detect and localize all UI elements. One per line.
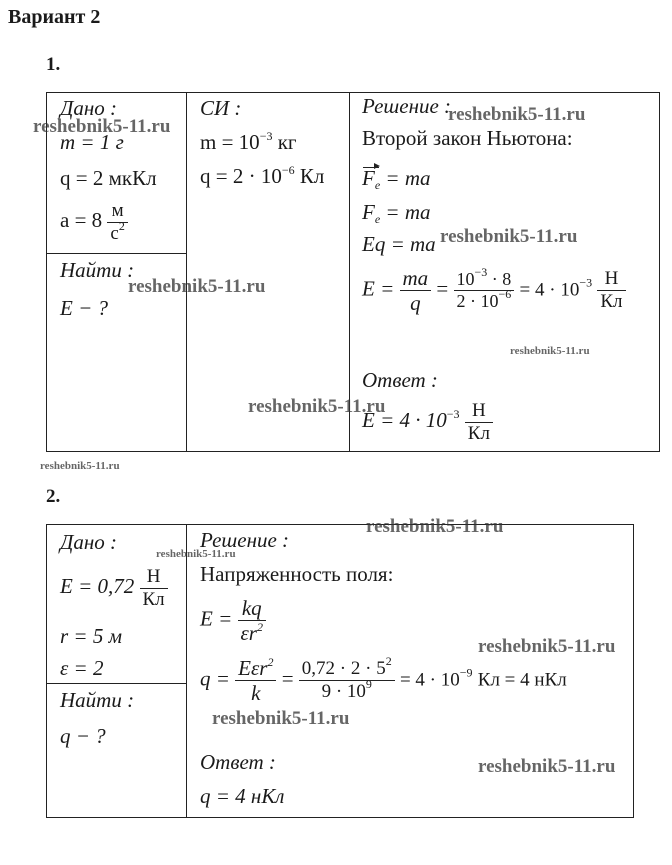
- watermark: reshebnik5-11.ru: [448, 104, 586, 125]
- p1-eq4-unit-num: Н: [604, 268, 619, 290]
- p2-eq2-result-base: = 4 · 10: [399, 669, 460, 691]
- watermark: reshebnik5-11.ru: [478, 636, 616, 657]
- p1-si-m: [200, 130, 297, 155]
- p1-eq4-frac2: [454, 265, 515, 312]
- p1-eq4-unit: [597, 268, 625, 313]
- p1-si-q-pow: −6: [281, 163, 295, 177]
- watermark: reshebnik5-11.ru: [156, 548, 236, 560]
- watermark: reshebnik5-11.ru: [40, 460, 120, 472]
- p1-eq4-unit-den: Кл: [597, 290, 625, 313]
- p1-given-a: [60, 200, 128, 245]
- p1-eq4-frac1: [400, 266, 432, 315]
- p1-given-q: q = 2 мкКл: [60, 166, 157, 190]
- p1-eq4-result-pow: −3: [579, 275, 593, 290]
- watermark: reshebnik5-11.ru: [128, 276, 266, 297]
- problem-1-number: 1.: [46, 54, 61, 75]
- p1-eq-vector: [362, 166, 431, 191]
- p1-find-value: E − ?: [60, 296, 108, 320]
- p2-given-E-unit-num: Н: [146, 566, 161, 587]
- p2-eq2: [200, 656, 567, 705]
- p1-law: Второй закон Ньютона:: [362, 126, 573, 150]
- p1-given-header: Дано :: [60, 96, 118, 120]
- p2-solution-header: Решение :: [200, 528, 290, 552]
- p2-eq2-f1-num-pow: 2: [267, 655, 274, 669]
- p2-given-E: [60, 566, 168, 611]
- p1-eq1-sub: e: [374, 178, 381, 192]
- p2-eq2-frac2: [299, 654, 395, 703]
- p1-eq-scalar: [362, 200, 431, 225]
- p1-answer-pow: −3: [446, 407, 460, 422]
- p2-eq1-den-pow: 2: [256, 620, 263, 635]
- p2-given-E-unit: [140, 566, 168, 611]
- watermark: reshebnik5-11.ru: [33, 116, 171, 137]
- p2-eq1-frac: [238, 596, 266, 645]
- p1-eq4-lhs: E =: [362, 276, 395, 301]
- p1-solution-header: Решение :: [362, 94, 452, 118]
- p1-eq2-F: F: [362, 200, 375, 224]
- watermark: reshebnik5-11.ru: [440, 226, 578, 247]
- p1-answer-unit-num: Н: [471, 400, 486, 421]
- p2-eq2-result-pow: −9: [459, 665, 473, 680]
- p2-find-value: q − ?: [60, 724, 106, 748]
- p2-answer: q = 4 нКл: [200, 784, 285, 808]
- p1-eq3: Eq = ma: [362, 232, 436, 256]
- p1-eq2-rhs: = ma: [385, 200, 431, 224]
- p1-eq4-f2-den-base: 2 · 10: [456, 291, 499, 312]
- p1-eq1-rhs: = ma: [385, 166, 431, 190]
- p1-si-q-unit: Кл: [299, 164, 325, 188]
- p1-answer-header: Ответ :: [362, 368, 438, 392]
- watermark: reshebnik5-11.ru: [478, 756, 616, 777]
- p2-eq2-frac1: [235, 656, 276, 705]
- watermark: reshebnik5-11.ru: [510, 345, 590, 357]
- p1-given-a-unit-den: с: [110, 222, 119, 244]
- p1-answer-unit: [465, 400, 493, 445]
- p2-eq1: [200, 596, 266, 645]
- problem-2-given-divider: [46, 683, 186, 684]
- p2-eq1-lhs: E =: [200, 606, 233, 631]
- p2-field-title: Напряженность поля:: [200, 562, 394, 586]
- p1-eq4-eq: =: [436, 276, 449, 301]
- p2-eq2-f2-num-pow: 2: [385, 654, 392, 669]
- p1-given-a-unit: [107, 200, 127, 245]
- problem-1-given-divider: [46, 253, 186, 254]
- p2-eq1-num: kq: [241, 596, 262, 620]
- watermark: reshebnik5-11.ru: [366, 516, 504, 537]
- p2-given-header: Дано :: [60, 530, 118, 554]
- p1-eq4-f1-num: ma: [402, 266, 429, 290]
- p2-eq2-f1-den: k: [235, 680, 276, 705]
- p1-find-header: Найти :: [60, 258, 135, 282]
- p1-eq4-f2-num-base: 10: [456, 269, 475, 290]
- problem-2-number: 2.: [46, 486, 61, 507]
- p1-answer-unit-den: Кл: [465, 422, 493, 445]
- p1-given-a-unit-pow: 2: [118, 218, 125, 233]
- p2-eq2-f1-num: Eεr: [238, 656, 268, 680]
- p1-si-m-lhs: m = 10: [200, 130, 260, 154]
- p1-answer-base: E = 4 · 10: [362, 408, 447, 433]
- p1-given-a-unit-num: м: [111, 200, 124, 221]
- p2-eq2-eq: =: [281, 666, 294, 691]
- p1-eq4-f2-den-pow: −6: [498, 287, 512, 302]
- p2-eq2-f2-num: 0,72 · 2 · 5: [301, 658, 386, 680]
- p2-eq2-result-rest: Кл = 4 нКл: [477, 669, 567, 691]
- p2-eq2-lhs: q =: [200, 666, 230, 691]
- p2-given-eps: ε = 2: [60, 656, 104, 680]
- p2-eq2-f2-den-pow: 9: [365, 677, 372, 692]
- p1-eq4-f2-num-pow: −3: [474, 265, 488, 280]
- p1-si-q: [200, 164, 324, 189]
- p2-given-r: r = 5 м: [60, 624, 122, 648]
- watermark: reshebnik5-11.ru: [212, 708, 350, 729]
- p2-given-E-lhs: E = 0,72: [60, 574, 135, 599]
- p1-eq4: [362, 266, 626, 315]
- p2-eq1-den: εr: [240, 621, 257, 646]
- p1-si-header: СИ :: [200, 96, 242, 120]
- problem-2-divider: [186, 524, 187, 818]
- watermark: reshebnik5-11.ru: [248, 396, 386, 417]
- p2-given-E-unit-den: Кл: [140, 588, 168, 611]
- p1-given-m: m = 1 г: [60, 130, 124, 154]
- p1-si-m-pow: −3: [259, 129, 273, 143]
- p2-eq2-f2-den: 9 · 10: [321, 681, 366, 703]
- page-title: Вариант 2: [8, 6, 101, 28]
- p1-si-q-lhs: q = 2 · 10: [200, 164, 282, 188]
- p1-eq2-sub: e: [374, 212, 381, 226]
- p1-eq4-f2-num-rest: · 8: [491, 269, 512, 290]
- problem-1-divider-1: [186, 92, 187, 452]
- p1-eq4-f1-den: q: [400, 290, 432, 315]
- p1-eq1-F: F: [362, 166, 375, 190]
- p1-si-m-unit: кг: [277, 130, 297, 154]
- p2-find-header: Найти :: [60, 688, 135, 712]
- p1-eq4-result-base: = 4 · 10: [519, 279, 580, 301]
- p2-answer-header: Ответ :: [200, 750, 276, 774]
- p1-given-a-lhs: a = 8: [60, 208, 103, 233]
